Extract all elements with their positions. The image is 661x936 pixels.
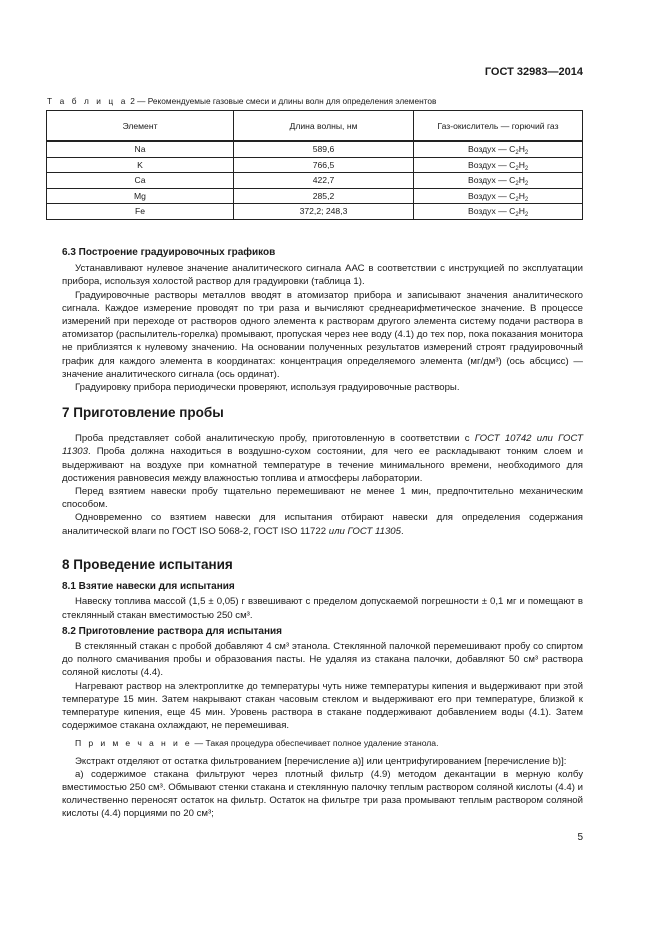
cell-gas [414, 188, 583, 204]
page-number: 5 [577, 832, 583, 843]
cell-gas [414, 157, 583, 173]
table-row [47, 173, 583, 189]
note-text: — Такая процедура обеспечивает полное удаление этанола. [192, 738, 439, 749]
section-7 [62, 406, 583, 538]
document-code: ГОСТ 32983—2014 [484, 66, 583, 78]
section-heading: 8 Проведение испытания [62, 557, 233, 572]
subscript: 2 [515, 150, 519, 157]
column-header-element: Элемент [47, 111, 234, 142]
paragraph: а) содержимое стакана фильтруют через плотный фильтр (4.9) методом декантации в мерную колбу вместимостью 250 см³. Обмывают стенки стакана и стеклянную палочку теплым раствором соляной кислоты (4.4) и количественно переносят остаток на фильтр. Остаток на фильтре три раза промывают теплым раствором соляной кислоты (4.4) порциями по 20 см³; [62, 768, 583, 820]
column-header-gas: Газ-окислитель — горючий газ [414, 111, 583, 142]
cell-element: K [47, 157, 234, 173]
gas-h: H [518, 175, 525, 186]
subscript: 2 [524, 196, 529, 203]
paragraph: Нагревают раствор на электроплитке до температуры чуть ниже температуры кипения и выдерживают при этой температуре 15 мин. Затем накрывают стакан часовым стеклом и выдерживают его при температуре, близкой к температуре кипения, еще 45 мин. Уровень раствора в стакане поддерживают добавлением воды (4.1). Затем содержимое стакана охлаждают, не перемешивая. [62, 680, 583, 732]
table-caption [47, 96, 436, 106]
table-row [47, 188, 583, 204]
subscript: 2 [524, 212, 529, 219]
cell-element: Ca [47, 173, 234, 189]
section-heading: 7 Приготовление пробы [62, 405, 224, 420]
section-6-3 [62, 246, 583, 394]
paragraph: Устанавливают нулевое значение аналитического сигнала ААС в соответствии с инструкцией по эксплуатации прибора, используя холостой раствор для градуировки (таблица 1). [62, 263, 583, 288]
cell-element: Fe [47, 204, 234, 220]
text: Одновременно со взятием навески для испытания отбирают навески для определения содержания аналитической влаги по ГОСТ ISO 5068-2, ГОСТ ISO 11722 [62, 512, 583, 537]
paragraph: Градуировку прибора периодически проверяют, используя градуировочные растворы. [75, 382, 460, 394]
paragraph: Навеску топлива массой (1,5 ± 0,05) г взвешивают с пределом допускаемой погрешности ± 0,1 мг и помещают в стеклянный стакан вместимостью 250 см³. [62, 596, 583, 621]
subscript: 2 [515, 181, 519, 188]
table-header-row [47, 111, 583, 142]
column-header-wavelength: Длина волны, нм [234, 111, 414, 142]
gas-text: Воздух — C [468, 175, 516, 186]
cell-gas [414, 173, 583, 189]
table-caption-text: 2 — Рекомендуемые газовые смеси и длины волн для определения элементов [127, 96, 437, 106]
cell-element: Na [47, 141, 234, 157]
text: . Проба должна находиться в воздушно-сухом состоянии, для чего ее раскладывают тонким слоем и выдерживают на воздухе при комнатной температуре в течение минимального времени, необходимого для достижения равновесия между влажностью топлива и атмосферы лаборатории. [62, 446, 583, 484]
table-row [47, 141, 583, 157]
note [62, 737, 583, 750]
gas-mixture-table [46, 110, 583, 220]
gas-text: Воздух — C [468, 144, 516, 155]
cell-wavelength: 422,7 [234, 173, 414, 189]
text: . [400, 525, 404, 537]
table-row [47, 157, 583, 173]
subscript: 2 [515, 212, 519, 219]
gas-h: H [518, 190, 525, 201]
gas-h: H [518, 206, 525, 217]
gas-text: Воздух — C [468, 206, 516, 217]
subscript: 2 [515, 165, 519, 172]
section-8 [62, 558, 583, 821]
paragraph: Градуировочные растворы металлов вводят в атомизатор прибора и записывают значения аналитического сигнала. Каждое измерение проводят по три раза и вычисляют среднеарифметическое значение. В процессе измерений при переходе от растворов одного элемента к растворам другого элемента систему подачи раствора в атомизатор (распылитель-горелка) промывают, пропуская через нее воду (4.1) до тех пор, пока показания монитора не приблизятся к нулевому значению. На основании полученных результатов измерений строят градуировочный график для каждого элемента в координатах: концентрация определяемого элемента (мг/дм³) (ось абсцисс) — значение аналитического сигнала (ось ординат). [62, 289, 583, 380]
gas-text: Воздух — C [468, 159, 516, 170]
cell-wavelength: 589,6 [234, 141, 414, 157]
note-word: П р и м е ч а н и е [75, 738, 193, 749]
paragraph: Перед взятием навески пробу тщательно перемешивают не менее 1 мин, предпочтительно механическим способом. [62, 486, 583, 511]
paragraph [62, 511, 583, 537]
subscript: 2 [524, 150, 529, 157]
text: Проба представляет собой аналитическую пробу, приготовленную в соответствии с [75, 433, 475, 445]
cell-element: Mg [47, 188, 234, 204]
gas-h: H [518, 159, 525, 170]
table-row [47, 204, 583, 220]
table-caption-word: Т а б л и ц а [47, 96, 128, 106]
subscript: 2 [524, 165, 529, 172]
paragraph: Экстракт отделяют от остатка фильтрованием [перечисление а)] или центрифугированием [перечисление b)]: [75, 755, 567, 767]
paragraph: В стеклянный стакан с пробой добавляют 4 см³ этанола. Стеклянной палочкой перемешивают пробу со спиртом до полного смачивания пробы и образования пасты. Не удаляя из стакана палочки, добавляют 50 см³ раствора соляной кислоты (4.4). [62, 641, 583, 679]
section-heading: 6.3 Построение градуировочных графиков [62, 247, 276, 258]
subscript: 2 [515, 196, 519, 203]
subsection-heading: 8.2 Приготовление раствора для испытания [62, 625, 282, 637]
subsection-heading: 8.1 Взятие навески для испытания [62, 581, 235, 593]
paragraph [62, 432, 583, 485]
cell-wavelength: 766,5 [234, 157, 414, 173]
reference: или ГОСТ 11305 [328, 525, 401, 537]
cell-gas [414, 141, 583, 157]
gas-text: Воздух — C [468, 190, 516, 201]
reference: или ГОСТ 11303 [62, 433, 583, 458]
subscript: 2 [524, 181, 529, 188]
cell-gas [414, 204, 583, 220]
gas-h: H [518, 144, 525, 155]
cell-wavelength: 285,2 [234, 188, 414, 204]
reference: ГОСТ 10742 [474, 433, 532, 445]
cell-wavelength: 372,2; 248,3 [234, 204, 414, 220]
